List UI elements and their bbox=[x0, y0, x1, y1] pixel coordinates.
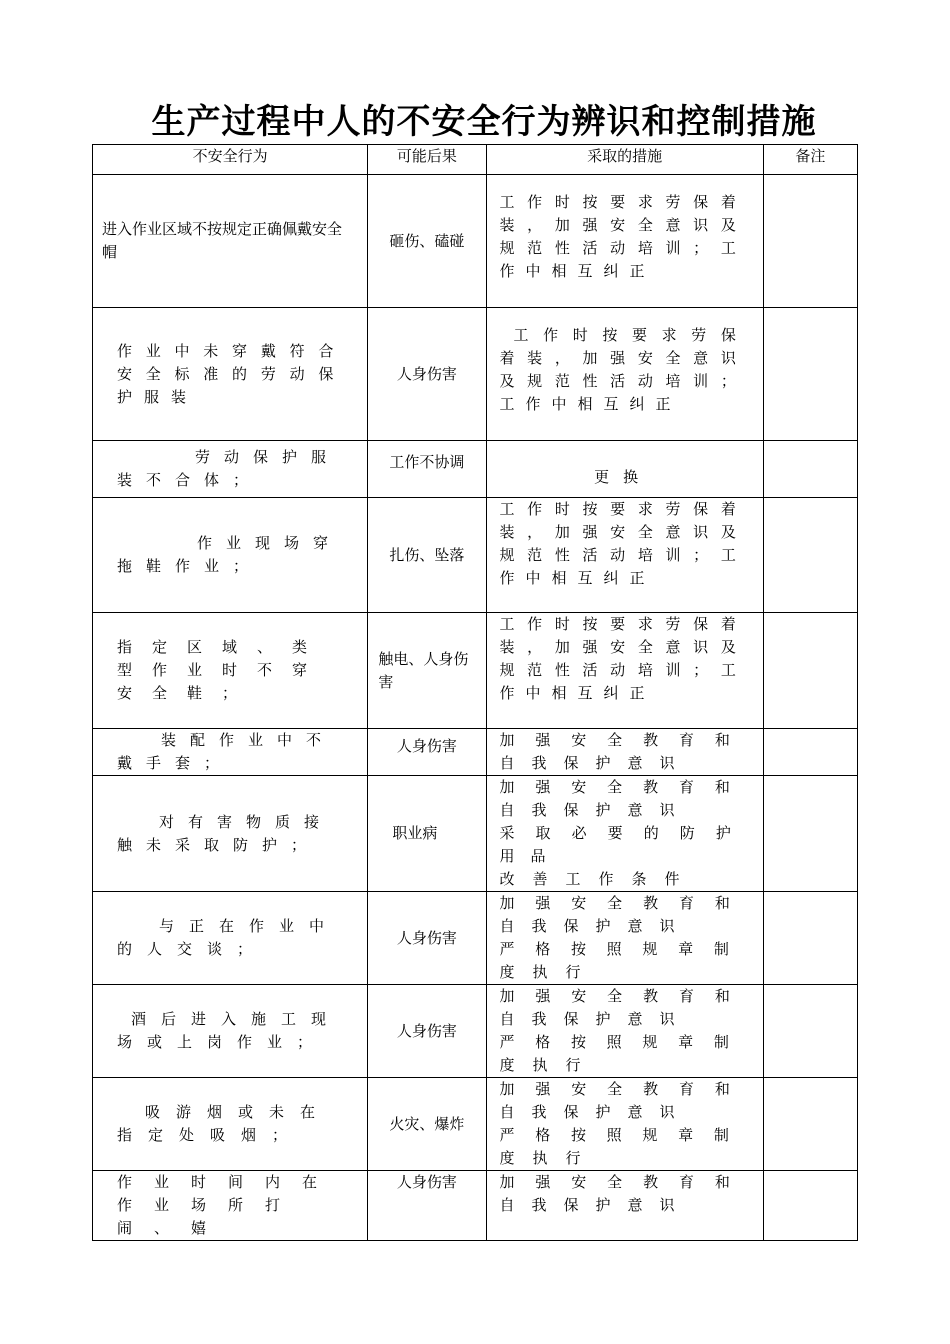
remarks-cell bbox=[763, 175, 857, 308]
behavior-cell: 酒后进入施工现场或上岗作业； bbox=[93, 985, 368, 1078]
measures-cell bbox=[486, 613, 763, 729]
measures-cell bbox=[486, 1078, 763, 1171]
consequence-cell: 工作不协调 bbox=[368, 441, 486, 498]
table-row bbox=[93, 613, 858, 729]
consequence-cell: 职业病 bbox=[368, 776, 486, 892]
table-row bbox=[93, 892, 858, 985]
measures-cell bbox=[486, 985, 763, 1078]
consequence-cell: 人身伤害 bbox=[368, 892, 486, 985]
remarks-cell bbox=[763, 498, 857, 613]
remarks-cell bbox=[763, 776, 857, 892]
remarks-cell bbox=[763, 613, 857, 729]
consequence-cell: 火灾、爆炸 bbox=[368, 1078, 486, 1171]
measure-text: 加强安全教育和自我保护意识 bbox=[499, 1173, 747, 1214]
table-row bbox=[93, 441, 858, 498]
remarks-cell bbox=[763, 308, 857, 441]
measures-cell bbox=[486, 175, 763, 308]
table-row bbox=[93, 175, 858, 308]
behavior-cell: 进入作业区域不按规定正确佩戴安全帽 bbox=[93, 175, 368, 308]
behavior-cell: 吸游烟或未在指定处吸烟； bbox=[93, 1078, 368, 1171]
consequence-cell: 人身伤害 bbox=[368, 1171, 486, 1241]
measure-text: 工作时按要求劳保着装，加强安全意识及规范性活动培训；工作中相互纠正 bbox=[499, 615, 747, 702]
measure-text: 工作时按要求劳保着装，加强安全意识及规范性活动培训；工作中相互纠正 bbox=[499, 193, 747, 280]
measures-cell bbox=[486, 1171, 763, 1241]
measures-cell bbox=[486, 892, 763, 985]
measure-text: 加强安全教育和自我保护意识 bbox=[499, 894, 747, 935]
behavior-cell: 劳动保护服装不合体； bbox=[93, 441, 368, 498]
measures-cell bbox=[486, 729, 763, 776]
table-row bbox=[93, 308, 858, 441]
behavior-cell: 装配作业中不戴手套； bbox=[93, 729, 368, 776]
behavior-cell: 指定区域、类型作业时不穿安全鞋； bbox=[93, 613, 368, 729]
table-row bbox=[93, 498, 858, 613]
behavior-cell: 对有害物质接触未采取防护； bbox=[93, 776, 368, 892]
consequence-cell: 砸伤、磕碰 bbox=[368, 175, 486, 308]
measure-text: 更换 bbox=[594, 468, 653, 486]
header-consequence: 可能后果 bbox=[368, 145, 486, 175]
remarks-cell bbox=[763, 729, 857, 776]
remarks-cell bbox=[763, 985, 857, 1078]
consequence-cell: 人身伤害 bbox=[368, 729, 486, 776]
measure-text: 严格按照规章制度执行 bbox=[499, 1033, 747, 1074]
remarks-cell bbox=[763, 441, 857, 498]
measures-cell bbox=[486, 498, 763, 613]
consequence-cell: 扎伤、坠落 bbox=[368, 498, 486, 613]
measure-text: 严格按照规章制度执行 bbox=[499, 940, 747, 981]
behavior-cell: 与正在作业中的人交谈； bbox=[93, 892, 368, 985]
behavior-cell: 作业中未穿戴符合安全标准的劳动保护服装 bbox=[93, 308, 368, 441]
remarks-cell bbox=[763, 892, 857, 985]
remarks-cell bbox=[763, 1171, 857, 1241]
table-header-row bbox=[93, 145, 858, 175]
measure-text: 加强安全教育和自我保护意识 bbox=[499, 778, 747, 819]
measure-text: 改善工作条件 bbox=[499, 870, 698, 888]
hazard-table bbox=[92, 144, 858, 1241]
measure-text: 加强安全教育和自我保护意识 bbox=[499, 1080, 747, 1121]
consequence-cell: 人身伤害 bbox=[368, 985, 486, 1078]
remarks-cell bbox=[763, 1078, 857, 1171]
header-measures: 采取的措施 bbox=[486, 145, 763, 175]
table-row bbox=[93, 1078, 858, 1171]
measure-text: 采取必要的防护用品 bbox=[499, 824, 747, 865]
measure-text: 加强安全教育和自我保护意识 bbox=[499, 731, 747, 772]
header-remarks: 备注 bbox=[763, 145, 857, 175]
measure-text: 工作时按要求劳保着装，加强安全意识及规范性活动培训；工作中相互纠正 bbox=[499, 500, 747, 587]
measures-cell bbox=[486, 776, 763, 892]
consequence-cell: 触电、人身伤害 bbox=[368, 613, 486, 729]
behavior-cell: 作业时间内在作业场所打闹、嬉 bbox=[93, 1171, 368, 1241]
table-row bbox=[93, 776, 858, 892]
behavior-cell: 作业现场穿拖鞋作业； bbox=[93, 498, 368, 613]
measure-text: 严格按照规章制度执行 bbox=[499, 1126, 747, 1167]
measure-text: 加强安全教育和自我保护意识 bbox=[499, 987, 747, 1028]
measures-cell bbox=[486, 441, 763, 498]
consequence-cell: 人身伤害 bbox=[368, 308, 486, 441]
measures-cell bbox=[486, 308, 763, 441]
table-row bbox=[93, 729, 858, 776]
measure-text: 工作时按要求劳保着装，加强安全意识及规范性活动培训；工作中相互纠正 bbox=[499, 326, 747, 413]
header-behavior: 不安全行为 bbox=[93, 145, 368, 175]
table-row bbox=[93, 1171, 858, 1241]
page-title: 生产过程中人的不安全行为辨识和控制措施 bbox=[151, 102, 817, 142]
table-row bbox=[93, 985, 858, 1078]
